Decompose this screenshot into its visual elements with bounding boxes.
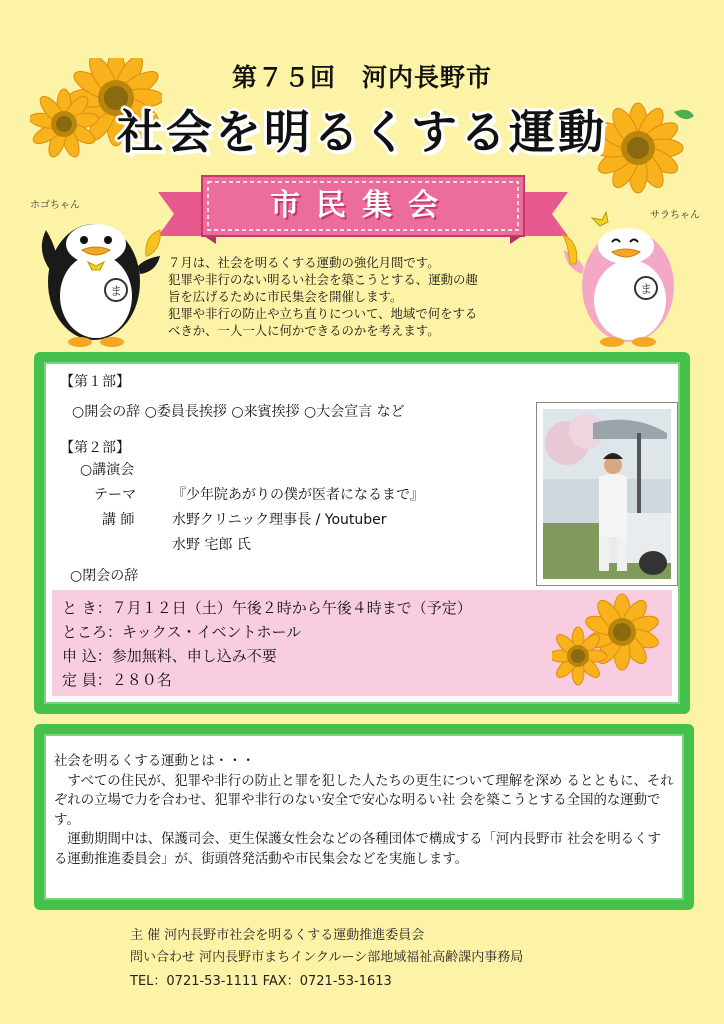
event-capacity: 定 員：２８０名 — [62, 671, 172, 689]
event-application: 申 込：参加無料、申し込み不要 — [62, 647, 277, 665]
page-title: 社会を明るくする運動 — [117, 105, 607, 159]
intro-line: 犯罪や非行の防止や立ち直りについて、地域で何をする — [168, 306, 478, 321]
part2-heading: 【第２部】 — [60, 440, 130, 456]
edition-heading: 第７５回 河内長野市 — [231, 63, 492, 92]
intro-text — [168, 254, 548, 339]
lecture-item: ○講演会 — [80, 462, 135, 478]
ribbon-title: 市民集会 — [270, 188, 454, 223]
organizer-line: 主 催 河内長野市社会を明るくする運動推進委員会 — [130, 928, 425, 943]
speaker-photo — [536, 402, 678, 586]
contact-line: 問い合わせ 河内長野市まちインクルーシ部地域福祉高齢課内事務局 — [130, 950, 524, 965]
about-heading: 社会を明るくする運動とは・・・ — [54, 754, 255, 769]
character-label-left: ホゴちゃん — [30, 200, 80, 211]
intro-line: 犯罪や非行のない明るい社会を築こうとする、運動の趣 — [168, 272, 478, 287]
svg-text:ま: ま — [109, 284, 123, 298]
speaker-name: 水野 宅郎 氏 — [172, 537, 251, 553]
about-text — [54, 752, 674, 869]
theme-value: 『少年院あがりの僕が医者になるまで』 — [172, 487, 424, 503]
theme-label: テーマ — [94, 487, 136, 503]
speaker-label: 講 師 — [102, 512, 135, 528]
sunflower-small-icon — [552, 592, 662, 692]
event-date: と き：７月１２日（土）午後２時から午後４時まで（予定） — [62, 599, 472, 617]
part1-items: ○開会の辞 ○委員長挨拶 ○来賓挨拶 ○大会宣言 など — [72, 404, 405, 420]
penguin-hogo-icon — [36, 200, 166, 350]
svg-text:ま: ま — [639, 282, 653, 296]
closing-item: ○閉会の辞 — [70, 568, 139, 584]
about-paragraph-1: すべての住民が、犯罪や非行の防止と罪を犯した人たちの更生について理解を深め るとともに、それぞれの立場で力を合わせ、犯罪や非行のない安全で安心な明るい社 会を築こうとする全国的な運動です。 — [54, 773, 674, 828]
intro-line: ７月は、社会を明るくする運動の強化月間です。 — [168, 255, 440, 270]
about-paragraph-2: 運動期間中は、保護司会、更生保護女性会などの各種団体で構成する「河内長野市 社会を明るくする運動推進委員会」が、街頭啓発活動や市民集会などを実施します。 — [54, 832, 661, 867]
part1-heading: 【第１部】 — [60, 374, 130, 390]
penguin-sara-icon — [560, 208, 690, 348]
speaker-title: 水野クリニック理事長 / Youtuber — [172, 512, 387, 528]
intro-line: べきか、一人一人に何かできるのかを考えます。 — [168, 323, 440, 338]
event-venue: ところ：キックス・イベントホール — [62, 623, 302, 641]
phone-line: TEL：0721-53-1111 FAX：0721-53-1613 — [130, 974, 392, 989]
character-label-right: サラちゃん — [650, 210, 700, 221]
intro-line: 旨を広げるために市民集会を開催します。 — [168, 289, 403, 304]
